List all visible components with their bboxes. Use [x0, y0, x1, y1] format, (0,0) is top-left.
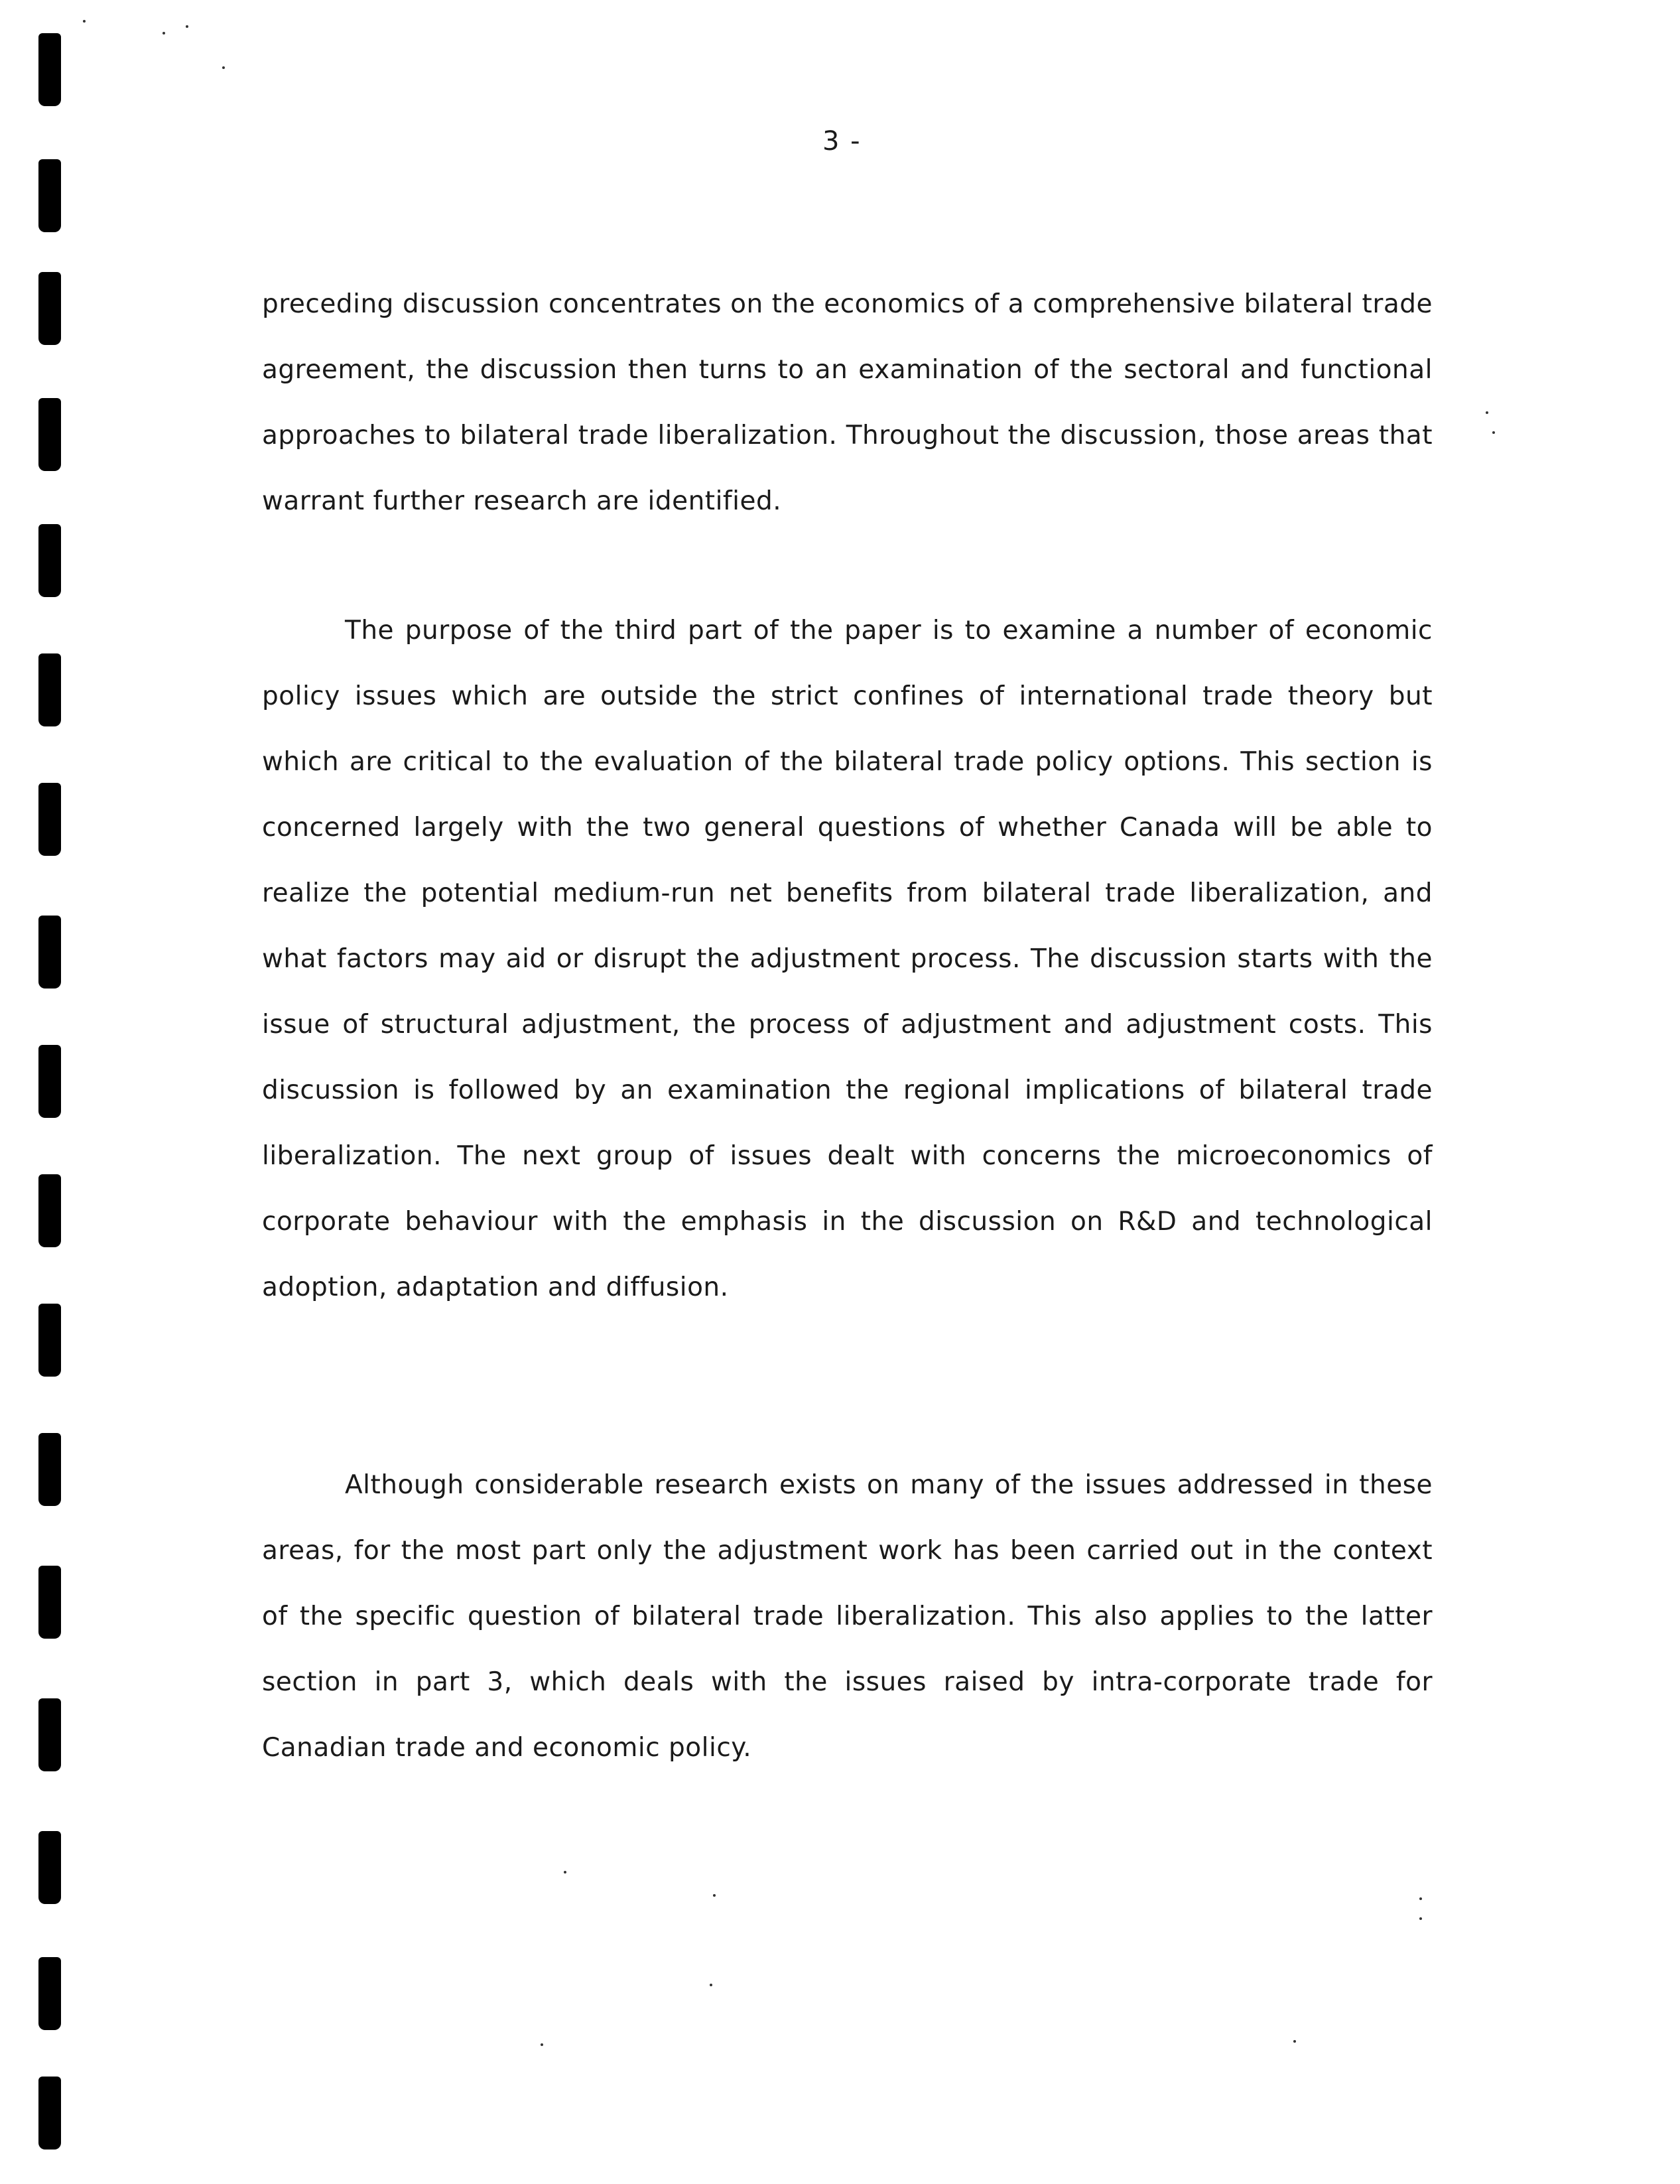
binding-hole — [38, 2077, 61, 2150]
binding-hole — [38, 916, 61, 989]
paragraph-3: Although considerable research exists on many of the issues addressed in these areas, for the most part only the adjustment work has been carried out in the context of the specific question of bilateral trade liberalization. This also applies to the latter section in part 3, which deals with the issues raised by intra-corporate trade for Canadian trade and economic policy. — [262, 1470, 1433, 1763]
binding-hole — [38, 1174, 61, 1247]
scan-speck — [1419, 1917, 1422, 1920]
scan-speck — [1486, 411, 1488, 414]
binding-hole — [38, 1831, 61, 1904]
binding-hole — [38, 398, 61, 471]
page-number: 3 - — [822, 126, 862, 157]
binding-hole — [38, 1698, 61, 1771]
scan-speck — [1419, 1897, 1422, 1900]
scan-speck — [162, 32, 165, 34]
binding-hole — [38, 524, 61, 597]
scan-speck — [222, 66, 225, 69]
binding-hole — [38, 1566, 61, 1639]
scan-speck — [83, 20, 86, 23]
binding-hole — [38, 1304, 61, 1377]
binding-hole — [38, 653, 61, 726]
scan-speck — [1293, 2040, 1296, 2043]
scan-speck — [713, 1894, 716, 1897]
binding-hole — [38, 1433, 61, 1506]
binding-hole — [38, 33, 61, 106]
scan-speck — [1492, 431, 1495, 434]
paragraph-1: preceding discussion concentrates on the economics of a comprehensive bilateral trade agreement, the discussion then turns to an examination of the sectoral and functional approaches to bilateral trade liberalization. Throughout the discussion, those areas that warrant further research are identified. — [262, 289, 1433, 516]
paragraph-2: The purpose of the third part of the paper is to examine a number of economic policy issues which are outside the strict confines of international trade theory but which are critical to the evaluation of the bilateral trade policy options. This section is concerned largely with the two general questions of whether Canada will be able to realize the potential medium-run net benefits from bilateral trade liberalization, and what factors may aid or disrupt the adjustment process. The discussion starts with the issue of structural adjustment, the process of adjustment and adjustment costs. This discussion is followed by an examination the regional implications of bilateral trade liberalization. The next group of issues dealt with concerns the microeconomics of corporate behaviour with the emphasis in the discussion on R&D and technological adoption, adaptation and diffusion. — [262, 616, 1433, 1302]
scan-speck — [541, 2043, 543, 2046]
binding-hole — [38, 1957, 61, 2030]
scan-speck — [710, 1984, 712, 1986]
binding-holes — [33, 33, 73, 2156]
scan-speck — [564, 1871, 566, 1874]
scan-speck — [186, 25, 188, 28]
binding-hole — [38, 272, 61, 345]
binding-hole — [38, 1045, 61, 1118]
binding-hole — [38, 783, 61, 856]
binding-hole — [38, 159, 61, 232]
